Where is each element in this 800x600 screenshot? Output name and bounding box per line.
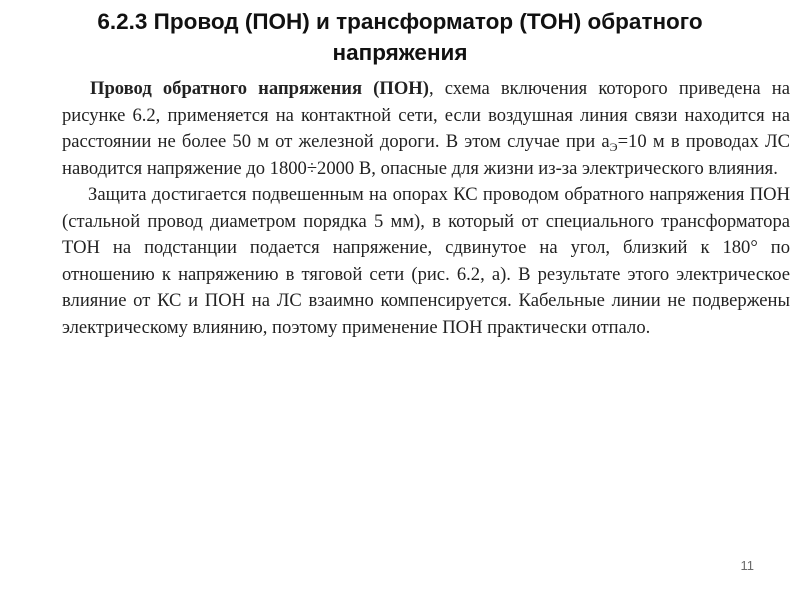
slide-title: 6.2.3 Провод (ПОН) и трансформатор (ТОН) обратного напряжения <box>97 9 703 65</box>
paragraph-text: =10 м в проводах ЛС наводится напряжение до 1800÷2000 В, опасные для жизни из-за электрического влияния. <box>62 131 790 179</box>
paragraph-protection: Защита достигается подвешенным на опорах КС проводом обратного напряжения ПОН (стальной провод диаметром порядка 5 мм), в который от специального трансформатора ТОН на подстанции подается напряжение, сдвинутое на угол, близкий к 180° по отношению к напряжению в тяговой сети (рис. 6.2, а). В результате этого электрическое влияние от КС и ПОН на ЛС взаимно компенсируется. Кабельные линии не подвержены электрическому влиянию, поэтому применение ПОН практически отпало. <box>62 184 790 338</box>
paragraph-text: , схема включения которого приведена на рисунке 6.2, применяется на контактной сети, если воздушная линия связи находится на расстоянии не более 50 м от железной дороги. В этом случае при а <box>62 78 790 152</box>
paragraph-pon-definition <box>62 76 790 182</box>
page-number: 11 <box>740 558 754 573</box>
term-pon: Провод обратного напряжения (ПОН) <box>90 78 429 99</box>
subscript-e: Э <box>609 140 618 154</box>
slide-body <box>62 76 790 341</box>
